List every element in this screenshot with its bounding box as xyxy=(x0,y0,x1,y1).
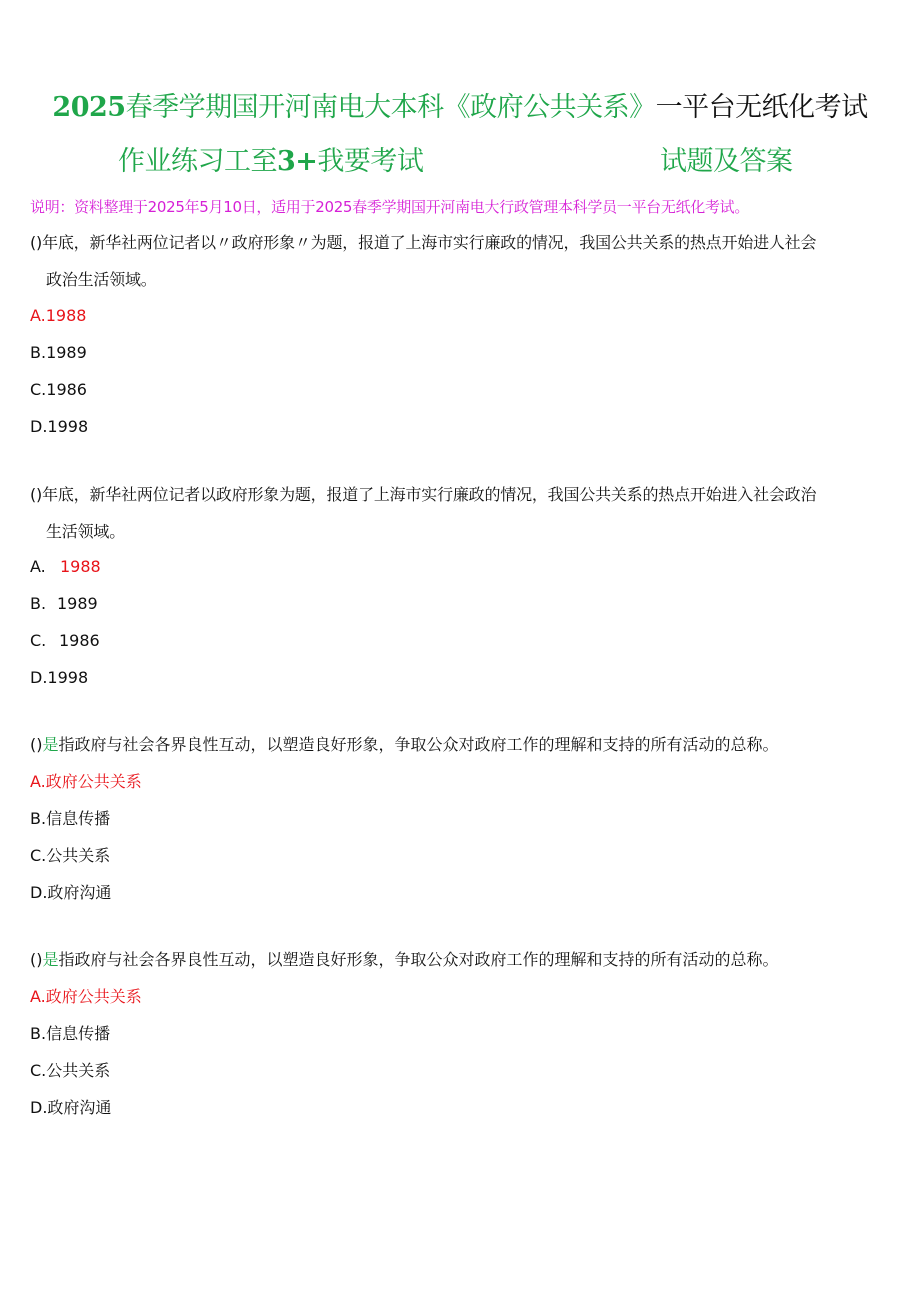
option-text: 1989 xyxy=(57,594,98,613)
subtitle-left-a: 作业练习 xyxy=(118,146,224,177)
question-3-stem xyxy=(30,733,779,757)
option-key: B. xyxy=(30,343,47,362)
question-2-option-b xyxy=(30,592,98,616)
question-4-option-b xyxy=(30,1022,110,1046)
stem-rest: 指政府与社会各界良性互动，以塑造良好形象，争取公众对政府工作的理解和支持的所有活动的总称。 xyxy=(58,735,779,754)
option-key: C. xyxy=(30,1061,47,1080)
question-1-option-a xyxy=(30,304,86,328)
option-text: 1986 xyxy=(59,631,100,650)
option-text: 1998 xyxy=(47,668,89,687)
question-1-option-b xyxy=(30,341,87,365)
question-2-line2: 生活领域。 xyxy=(46,522,126,541)
option-text: 1988 xyxy=(60,557,101,576)
option-key: C. xyxy=(30,380,47,399)
question-1-option-c xyxy=(30,378,87,402)
question-2-option-d xyxy=(30,666,88,690)
option-text: 政府沟通 xyxy=(47,1098,112,1117)
subtitle-left xyxy=(118,142,423,182)
title-part3: 一平台无纸化考试 xyxy=(655,92,868,123)
question-2-option-a xyxy=(30,555,101,579)
option-key: D. xyxy=(30,1098,48,1117)
option-text: 1998 xyxy=(47,417,89,436)
option-text: 1988 xyxy=(45,306,87,325)
title-part1: 春季学期国开河南电大本科 xyxy=(125,92,444,123)
title-year: 2025 xyxy=(52,92,126,123)
question-4-option-c xyxy=(30,1059,110,1083)
option-key: A. xyxy=(30,987,46,1006)
stem-highlight: 是 xyxy=(42,950,59,969)
subtitle-left-b: 工至 xyxy=(224,146,277,177)
option-key: D. xyxy=(30,883,48,902)
question-4-option-d xyxy=(30,1096,111,1120)
question-3-option-b xyxy=(30,807,110,831)
option-key: D. xyxy=(30,668,48,687)
option-text: 政府沟通 xyxy=(47,883,112,902)
question-2-stem xyxy=(30,476,816,550)
option-text: 1986 xyxy=(46,380,87,399)
option-text: 信息传播 xyxy=(46,809,111,828)
title-course: 《政府公共关系》 xyxy=(443,92,656,123)
option-key: A. xyxy=(30,772,46,791)
option-key: A. xyxy=(30,306,46,325)
stem-highlight: 是 xyxy=(42,735,59,754)
option-text: 1989 xyxy=(46,343,87,362)
option-key: B. xyxy=(30,1024,47,1043)
subtitle-right: 试题及答案 xyxy=(660,146,793,177)
option-key: A. xyxy=(30,557,46,576)
stem-prefix: () xyxy=(30,950,43,969)
question-1-stem xyxy=(30,224,816,298)
question-2-option-c xyxy=(30,629,100,653)
question-1-line2: 政治生活领域。 xyxy=(46,270,157,289)
option-key: D. xyxy=(30,417,48,436)
subtitle-left-num: 3+ xyxy=(277,146,318,177)
subtitle-left-end: 我要考试 xyxy=(317,146,424,177)
option-key: C. xyxy=(30,631,47,650)
question-3-option-c xyxy=(30,844,110,868)
question-1-option-d xyxy=(30,415,88,439)
stem-prefix: () xyxy=(30,735,43,754)
option-key: B. xyxy=(30,594,47,613)
option-key: C. xyxy=(30,846,47,865)
option-text: 信息传播 xyxy=(46,1024,111,1043)
question-3-option-a xyxy=(30,770,142,794)
document-title xyxy=(0,88,920,128)
option-text: 公共关系 xyxy=(46,846,111,865)
option-key: B. xyxy=(30,809,47,828)
question-2-line1: ()年底，新华社两位记者以政府形象为题，报道了上海市实行廉政的情况，我国公共关系的热点开始进入社会政治 xyxy=(30,485,817,504)
document-note: 说明：资料整理于2025年5月10日，适用于2025春季学期国开河南电大行政管理本科学员一平台无纸化考试。 xyxy=(30,198,750,216)
question-1-line1: ()年底，新华社两位记者以〃政府形象〃为题，报道了上海市实行廉政的情况，我国公共关系的热点开始进人社会 xyxy=(30,233,817,252)
question-4-option-a xyxy=(30,985,142,1009)
option-text: 政府公共关系 xyxy=(45,987,142,1006)
option-text: 政府公共关系 xyxy=(45,772,142,791)
option-text: 公共关系 xyxy=(46,1061,111,1080)
question-4-stem xyxy=(30,948,779,972)
stem-rest: 指政府与社会各界良性互动，以塑造良好形象，争取公众对政府工作的理解和支持的所有活动的总称。 xyxy=(58,950,779,969)
question-3-option-d xyxy=(30,881,111,905)
